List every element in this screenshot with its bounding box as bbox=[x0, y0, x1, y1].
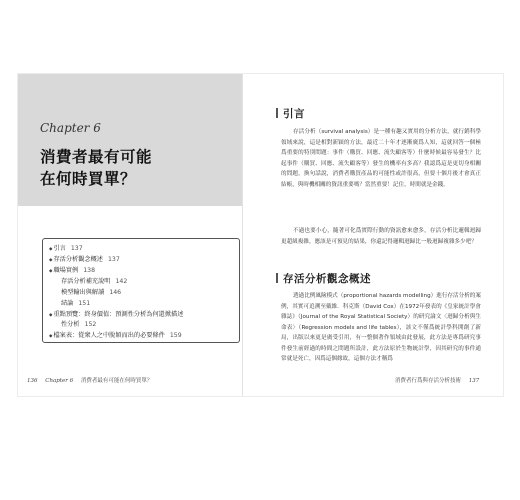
toc-item-page: 137 bbox=[70, 245, 83, 252]
toc-item bbox=[61, 278, 127, 286]
toc-item-page: 142 bbox=[115, 278, 128, 285]
right-footer-title: 消費者行爲與存活分析技術 bbox=[395, 378, 462, 384]
toc-item-page: 146 bbox=[109, 289, 122, 296]
chapter-title bbox=[40, 146, 152, 190]
toc-item bbox=[61, 300, 90, 308]
toc-item-label: 職場實例 bbox=[53, 267, 79, 274]
toc-item bbox=[61, 289, 121, 297]
toc-item bbox=[49, 267, 95, 276]
toc-item-label: 存活分析補充說明 bbox=[61, 278, 111, 285]
section-heading-intro: 引言 bbox=[283, 108, 305, 120]
intro-paragraph-2 bbox=[281, 226, 481, 247]
toc-item-label: 結論 bbox=[61, 300, 74, 307]
toc-item-page: 137 bbox=[107, 256, 120, 263]
intro-paragraph-1 bbox=[281, 127, 481, 190]
toc-bullet-icon: ◆ bbox=[49, 334, 53, 339]
section-heading-concept: 存活分析觀念概述 bbox=[283, 273, 371, 285]
toc-item-page: 152 bbox=[84, 321, 97, 328]
toc-item bbox=[49, 311, 183, 320]
chapter-label: Chapter 6 bbox=[40, 121, 101, 135]
intro-paragraph-1-text: 存活分析（survival analysis）是一種有趣又實用的分析方法，就行銷科學領域來說，這是相對新穎的方法，最近二十年才逐漸廣爲人知，這就回答一個極爲重要的特別問題：事件（購買、回應、流失顧客等）什麼時候最容易發生？比起事件（購買、回應、流失顧客等）發生的機率有多高？我認爲這是更切身相關的問題，換句話說，消費者購買產品的可能性或許很高，但要十個月後才會真正結帳，與時機相關的資訊重要嗎？當然重要！記住，時間就是金錢。 bbox=[281, 129, 481, 188]
toc-item-page: 159 bbox=[169, 332, 182, 339]
toc-bullet-icon: ◆ bbox=[49, 247, 53, 252]
toc-bullet-icon: ◆ bbox=[49, 269, 53, 274]
toc-item bbox=[49, 256, 120, 265]
right-page-footer bbox=[395, 376, 479, 384]
toc-item bbox=[49, 332, 182, 341]
section-marker-bar bbox=[276, 108, 278, 118]
toc-item-label: 模型輸出與解讀 bbox=[61, 289, 105, 296]
intro-paragraph-2-text: 不過也要小心，隨著可化爲實際行動的資訊愈來愈多，存活分析比邏輯迴歸更超級複雜，應該是可預見的結果，你還記得邏輯迴歸比一般迴歸複雜多少吧？ bbox=[281, 228, 481, 245]
left-page-number: 136 bbox=[27, 378, 38, 384]
toc-item bbox=[61, 321, 96, 329]
toc-item-label: 檔案表：從衆人之中脫穎而出的必要條件 bbox=[53, 332, 165, 339]
left-page-footer bbox=[27, 376, 152, 384]
toc-item-label: 存活分析觀念概述 bbox=[53, 256, 103, 263]
section-marker-bar bbox=[276, 273, 278, 283]
toc-item-label: 引言 bbox=[53, 245, 66, 252]
right-page-number: 137 bbox=[468, 378, 480, 384]
left-footer-title: 消費者最有可能在何時買單？ bbox=[80, 378, 153, 384]
toc-item-page: 138 bbox=[83, 267, 96, 274]
toc-item bbox=[49, 245, 83, 254]
toc-bullet-icon: ◆ bbox=[49, 258, 53, 263]
toc-bullet-icon: ◆ bbox=[49, 313, 53, 318]
left-footer-chapter: Chapter 6 bbox=[45, 378, 74, 384]
toc-item-label: 重點預覽：終身價值：預測性分析為何還掀描述 bbox=[53, 311, 184, 318]
toc-item-label: 性分析 bbox=[61, 321, 80, 328]
concept-paragraph-1 bbox=[281, 291, 481, 373]
chapter-title-line-2: 在何時買單？ bbox=[40, 170, 137, 188]
chapter-title-line-1: 消費者最有可能 bbox=[40, 148, 153, 166]
concept-paragraph-1-text: 透過比例風險模式（proportional hazards modelling）進行存活分析的案例，其實可追溯至戴維．科克斯（David Cox）在1972年發表的《皇家統計學會雜誌》（Journal of the Royal Statistical Society）的研究論文〈迴歸分析與生命表〉（Regression models and life tables），該文不僅爲統計學科開創了新局，出版以來更是廣受引用，有一整個著作領域由此發展，此方法是專爲研究事件發生前經過的時間之問題所設計，此方法原於生物統計學，因其研究的事件通常就是死亡，因爲這個緣故，這個方法才稱爲 bbox=[281, 293, 481, 362]
page-gutter bbox=[242, 74, 243, 396]
toc-item-page: 151 bbox=[78, 300, 91, 307]
